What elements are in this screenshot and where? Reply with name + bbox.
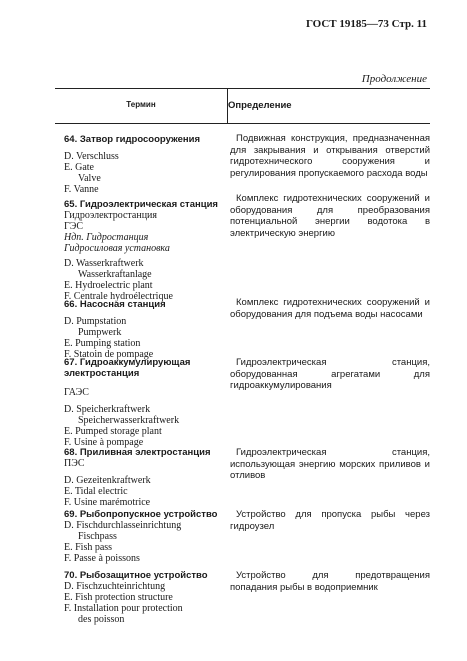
definition-text: Гидроэлектрическая станция, использующая энергию морских приливов и отливов: [230, 447, 430, 481]
term-title: 67. Гидроаккумулирующая электростанция: [64, 357, 191, 379]
term-line: F. Statoin de pompage: [64, 349, 154, 360]
term-line: Ндп. Гидростанция: [64, 232, 149, 243]
definition-66: [230, 297, 430, 320]
term-entry-69: [64, 509, 229, 564]
term-line: D. Verschluss: [64, 151, 119, 162]
term-line: Wasserkraftanlage: [78, 269, 152, 280]
term-line: Speicherwasserkraftwerk: [78, 415, 180, 426]
term-line: D. Fischzuchteinrichtung: [64, 581, 166, 592]
term-title: 64. Затвор гидросооружения: [64, 134, 200, 145]
term-line: ГАЭС: [64, 387, 89, 398]
definition-67: [230, 357, 430, 392]
term-line: ПЭС: [64, 458, 85, 469]
term-line: E. Gate: [64, 162, 94, 173]
column-header-definition: Определение: [228, 100, 292, 111]
term-entry-65: [64, 199, 229, 302]
term-line: des poisson: [78, 614, 125, 625]
term-entry-64: [64, 134, 229, 195]
term-line: Гидросиловая установка: [64, 243, 170, 254]
term-line: E. Pumped storage plant: [64, 426, 162, 437]
term-line: E. Tidal electric: [64, 486, 128, 497]
term-line: D. Speicherkraftwerk: [64, 404, 151, 415]
definition-text: Устройство для пропуска рыбы через гидроузел: [230, 509, 430, 532]
term-line: ГЭС: [64, 221, 84, 232]
definition-65: [230, 193, 430, 239]
term-line: D. Gezeitenkraftwerk: [64, 475, 151, 486]
term-line: Pumpwerk: [78, 327, 122, 338]
term-line: F. Vanne: [64, 184, 99, 195]
term-entry-66: [64, 299, 229, 360]
column-header-term: Термин: [126, 100, 156, 109]
definition-text: Гидроэлектрическая станция, оборудованная агрегатами для гидроаккумулирования: [230, 357, 430, 391]
definition-text: Устройство для предотвращения попадания рыбы в водоприемник: [230, 570, 430, 593]
term-line: E. Hydroelectric plant: [64, 280, 153, 291]
term-entry-70: [64, 570, 229, 625]
definition-69: [230, 509, 430, 532]
term-title: 70. Рыбозащитное устройство: [64, 570, 208, 581]
page-header: ГОСТ 19185—73 Стр. 11: [305, 18, 427, 30]
term-line: E. Pumping station: [64, 338, 141, 349]
term-line: F. Passe à poissons: [64, 553, 140, 564]
definition-70: [230, 570, 430, 593]
term-line: E. Fish protection structure: [64, 592, 173, 603]
term-entry-67: [64, 357, 229, 448]
term-line: Fischpass: [78, 531, 117, 542]
definition-64: [230, 133, 430, 179]
continuation-label: Продолжение: [361, 73, 427, 85]
term-title: 69. Рыбопропускное устройство: [64, 509, 218, 520]
term-line: E. Fish pass: [64, 542, 113, 553]
term-line: F. Usine à pompage: [64, 437, 144, 448]
term-line: D. Pumpstation: [64, 316, 127, 327]
term-entry-68: [64, 447, 229, 508]
definition-text: Комплекс гидротехнических сооружений и оборудования для преобразования потенциальной энергии водотока в электрическую энергию: [230, 193, 430, 239]
term-line: D. Fischdurchlasseinrichtung: [64, 520, 182, 531]
term-title: 65. Гидроэлектрическая станция: [64, 199, 218, 210]
term-title: 66. Насосная станция: [64, 299, 166, 310]
term-line: Гидроэлектростанция: [64, 210, 157, 221]
definition-text: Комплекс гидротехнических сооружений и оборудования для подъема воды насосами: [230, 297, 430, 320]
term-line: Valve: [78, 173, 101, 184]
term-line: F. Usine marémotrice: [64, 497, 151, 508]
term-line: F. Centrale hydroélectrique: [64, 291, 173, 302]
term-line: D. Wasserkraftwerk: [64, 258, 144, 269]
term-title: 68. Приливная электростанция: [64, 447, 211, 458]
terms-table: [55, 88, 430, 654]
term-line: F. Installation pour protection: [64, 603, 183, 614]
table-header-row: [55, 89, 430, 124]
definition-text: Подвижная конструкция, предназначенная для закрывания и открывания отверстий гидротехнического сооружения и регулирования пропускаемого расхода воды: [230, 133, 430, 179]
definition-68: [230, 447, 430, 482]
